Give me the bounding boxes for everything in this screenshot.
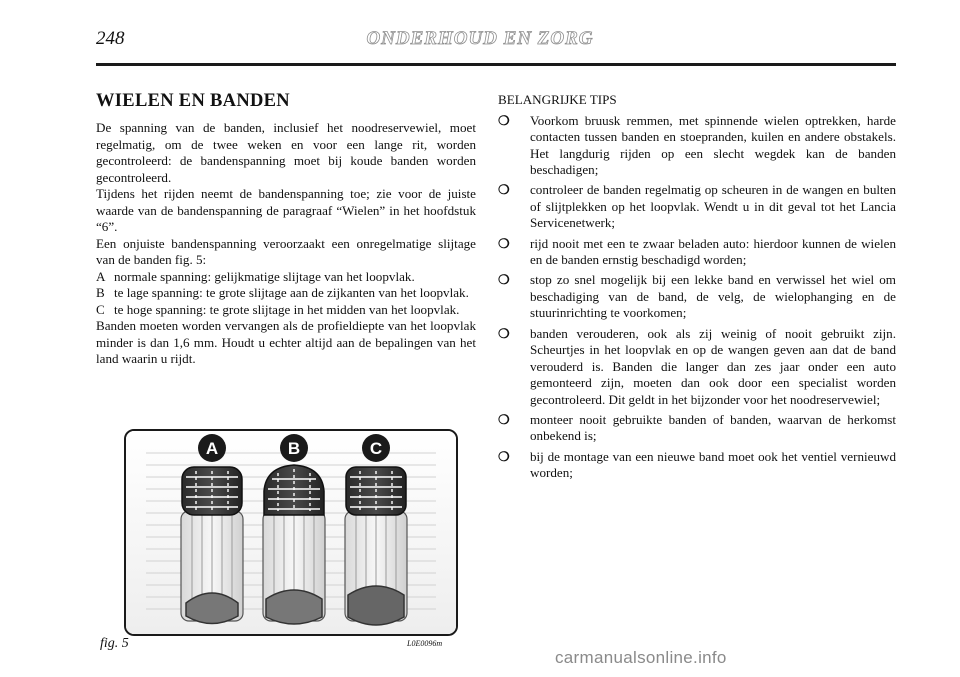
tip-item <box>498 412 896 445</box>
figure-caption: fig. 5 <box>100 636 129 651</box>
label-c: C <box>369 439 383 458</box>
tire-b <box>263 465 325 624</box>
paragraph-pressure-increase: Tijdens het rijden neemt de bandenspanning toe; zie voor de juiste waarde van de bandenspanning de paragraaf “Wielen” in het hoofdstuk “6”. <box>96 186 476 234</box>
tips-title: BELANGRIJKE TIPS <box>498 92 617 107</box>
section-heading: WIELEN EN BANDEN <box>96 91 290 111</box>
circle-bullet-icon: ❍ <box>498 235 510 251</box>
list-text: te hoge spanning: te grote slijtage in het midden van het loopvlak. <box>114 301 460 317</box>
paragraph-tire-pressure: De spanning van de banden, inclusief het noodreservewiel, moet regelmatig, om de twee weken en voor een lange rit, worden gecontroleerd: de bandenspanning moet bij koude banden worden gecontroleerd. <box>96 120 476 185</box>
label-b-badge <box>280 434 308 462</box>
section-title: ONDERHOUD EN ZORG <box>366 28 594 49</box>
list-text: normale spanning: gelijkmatige slijtage van het loopvlak. <box>114 268 415 284</box>
right-column <box>498 92 896 486</box>
paragraph-irregular-wear: Een onjuiste bandenspanning veroorzaakt een onregelmatige slijtage van de banden fig. 5: <box>96 235 476 267</box>
header-divider <box>96 63 896 66</box>
list-letter: A <box>96 268 106 284</box>
figure-code: L0E0096m <box>407 639 443 648</box>
tire-wear-figure <box>124 429 458 636</box>
circle-bullet-icon: ❍ <box>498 182 510 198</box>
left-column <box>96 90 476 368</box>
list-item-c <box>96 302 476 319</box>
circle-bullet-icon: ❍ <box>498 272 510 288</box>
tip-text: controleer de banden regelmatig op scheuren in de wangen en bulten of slijtplekken op het loopvlak. Wendt u in dit geval tot het Lancia Servicenetwerk; <box>530 182 896 231</box>
circle-bullet-icon: ❍ <box>498 411 510 427</box>
circle-bullet-icon: ❍ <box>498 325 510 341</box>
tip-item <box>498 449 896 482</box>
tip-item <box>498 272 896 322</box>
label-c-badge <box>362 434 390 462</box>
tip-item <box>498 182 896 232</box>
tip-text: banden verouderen, ook als zij weinig of nooit gebruikt zijn. Scheurtjes in het loopvlak en op de wangen geven aan dat de band verouderd is. Banden die langer dan zes jaar onder een auto gemonteerd zijn, moeten dan ook door een specialist worden gecontroleerd. Dit geldt in het bijzonder voor het noodreservewiel; <box>530 325 896 407</box>
tip-item <box>498 326 896 409</box>
tire-wear-illustration <box>126 431 456 634</box>
tip-text: rijd nooit met een te zwaar beladen auto: hierdoor kunnen de wielen en de banden ernstig beschadigd worden; <box>530 235 896 268</box>
list-item-a <box>96 269 476 286</box>
label-a: A <box>205 439 219 458</box>
page-number: 248 <box>96 28 125 49</box>
tire-c <box>345 467 407 625</box>
label-b: B <box>287 439 301 458</box>
tip-text: monteer nooit gebruikte banden of banden, waarvan de herkomst onbekend is; <box>530 411 896 444</box>
list-letter: B <box>96 285 105 300</box>
label-a-badge <box>198 434 226 462</box>
list-letter: C <box>96 301 105 317</box>
circle-bullet-icon: ❍ <box>498 112 510 128</box>
tip-text: bij de montage van een nieuwe band moet ook het ventiel vernieuwd worden; <box>530 448 896 481</box>
tip-item <box>498 236 896 269</box>
watermark-link[interactable]: carmanualsonline.info <box>555 648 727 667</box>
tire-a <box>181 467 243 624</box>
tip-item <box>498 113 896 179</box>
paragraph-tread-depth: Banden moeten worden vervangen als de profieldiepte van het loopvlak minder is dan 1,6 mm. Houdt u echter altijd aan de bepalingen van het land waarin u rijdt. <box>96 318 476 366</box>
list-item-b <box>96 285 476 302</box>
tip-text: Voorkom bruusk remmen, met spinnende wielen optrekken, harde contacten tussen banden en stoepranden, kuilen en andere obstakels. Het langdurig rijden op een slecht wegdek kan de banden beschadigen; <box>530 112 896 177</box>
circle-bullet-icon: ❍ <box>498 448 510 464</box>
list-text: te lage spanning: te grote slijtage aan de zijkanten van het loopvlak. <box>114 285 469 300</box>
tip-text: stop zo snel mogelijk bij een lekke band en verwissel het wiel om beschadiging van de band, de velg, de wielophanging en de stuurinrichting te voorkomen; <box>530 272 896 321</box>
